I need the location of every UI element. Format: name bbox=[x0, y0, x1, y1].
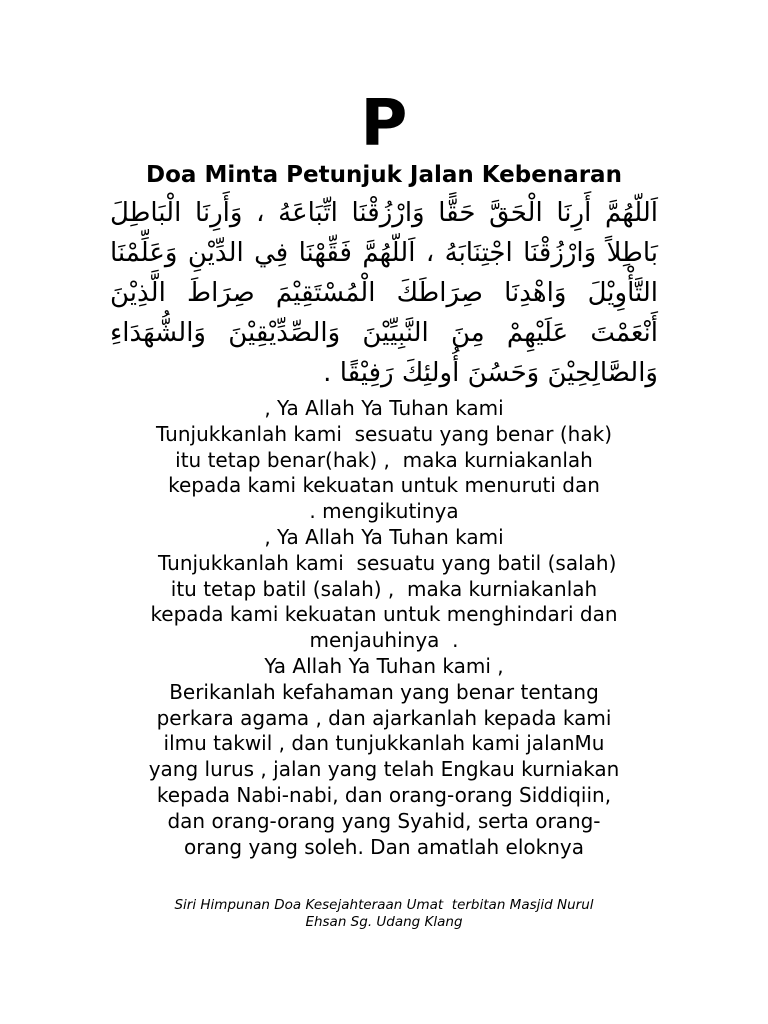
translation-line: kepada kami kekuatan untuk menuruti dan bbox=[168, 473, 600, 498]
translation-line: Berikanlah kefahaman yang benar tentang bbox=[169, 679, 599, 704]
drop-initial: P bbox=[360, 87, 408, 161]
doa-title: Doa Minta Petunjuk Jalan Kebenaran bbox=[146, 162, 622, 188]
translation-line: Tunjukkanlah kami sesuatu yang benar (hak) bbox=[156, 421, 612, 446]
translation-line: orang yang soleh. Dan amatlah eloknya bbox=[184, 834, 584, 859]
translation-line: kepada Nabi-nabi, dan orang-orang Siddiqiin, bbox=[156, 782, 612, 807]
translation-line: , Ya Allah Ya Tuhan kami bbox=[264, 524, 504, 549]
translation-line: Tunjukkanlah kami sesuatu yang batil (salah) bbox=[151, 550, 617, 575]
publisher-footer bbox=[100, 897, 668, 931]
translation-line: , Ya Allah Ya Tuhan kami bbox=[264, 396, 504, 420]
translation-text bbox=[90, 396, 678, 860]
translation-line: ilmu takwil , dan tunjukkanlah kami jalanMu bbox=[163, 731, 605, 756]
translation-line: itu tetap batil (salah) , maka kurniakanlah bbox=[170, 576, 598, 601]
translation-line: dan orang-orang yang Syahid, serta orang- bbox=[167, 808, 601, 833]
translation-line: perkara agama , dan ajarkanlah kepada kami bbox=[156, 705, 612, 730]
translation-line: itu tetap benar(hak) , maka kurniakanlah bbox=[175, 447, 593, 472]
translation-line: kepada kami kekuatan untuk menghindari dan bbox=[150, 602, 618, 627]
translation-line: . mengikutinya bbox=[309, 499, 459, 524]
translation-line: Ya Allah Ya Tuhan kami , bbox=[264, 653, 504, 678]
footer-line: Ehsan Sg. Udang Klang bbox=[305, 914, 463, 930]
arabic-prayer-text: اَللّهُمَّ أَرِنَا الْحَقَّ حَقًّا وَارْزُقْنَا اتِّبَاعَهُ ، وَأَرِنَا الْبَاطِلَ بَاطِلاً وَارْزُقْنَا اجْتِنَابَهُ ، اَللّهُمَّ فَقِّهْنَا فِي الدِّيْنِ وَعَلِّمْنَا التَّأْوِيْلَ وَاهْدِنَا صِرَاطَكَ الْمُسْتَقِيْمَ صِرَاطَ الَّذِيْنَ أَنْعَمْتَ عَلَيْهِمْ مِنَ النَّبِيِّيْنَ وَالصِّدِّيْقِيْنَ وَالشُّهَدَاءِ وَالصَّالِحِيْنَ وَحَسُنَ أُولئِكَ رَفِيْقًا . bbox=[110, 198, 658, 388]
footer-line: Siri Himpunan Doa Kesejahteraan Umat terbitan Masjid Nurul bbox=[174, 897, 594, 913]
translation-line: menjauhinya . bbox=[309, 628, 459, 653]
translation-line: yang lurus , jalan yang telah Engkau kurniakan bbox=[148, 757, 620, 782]
